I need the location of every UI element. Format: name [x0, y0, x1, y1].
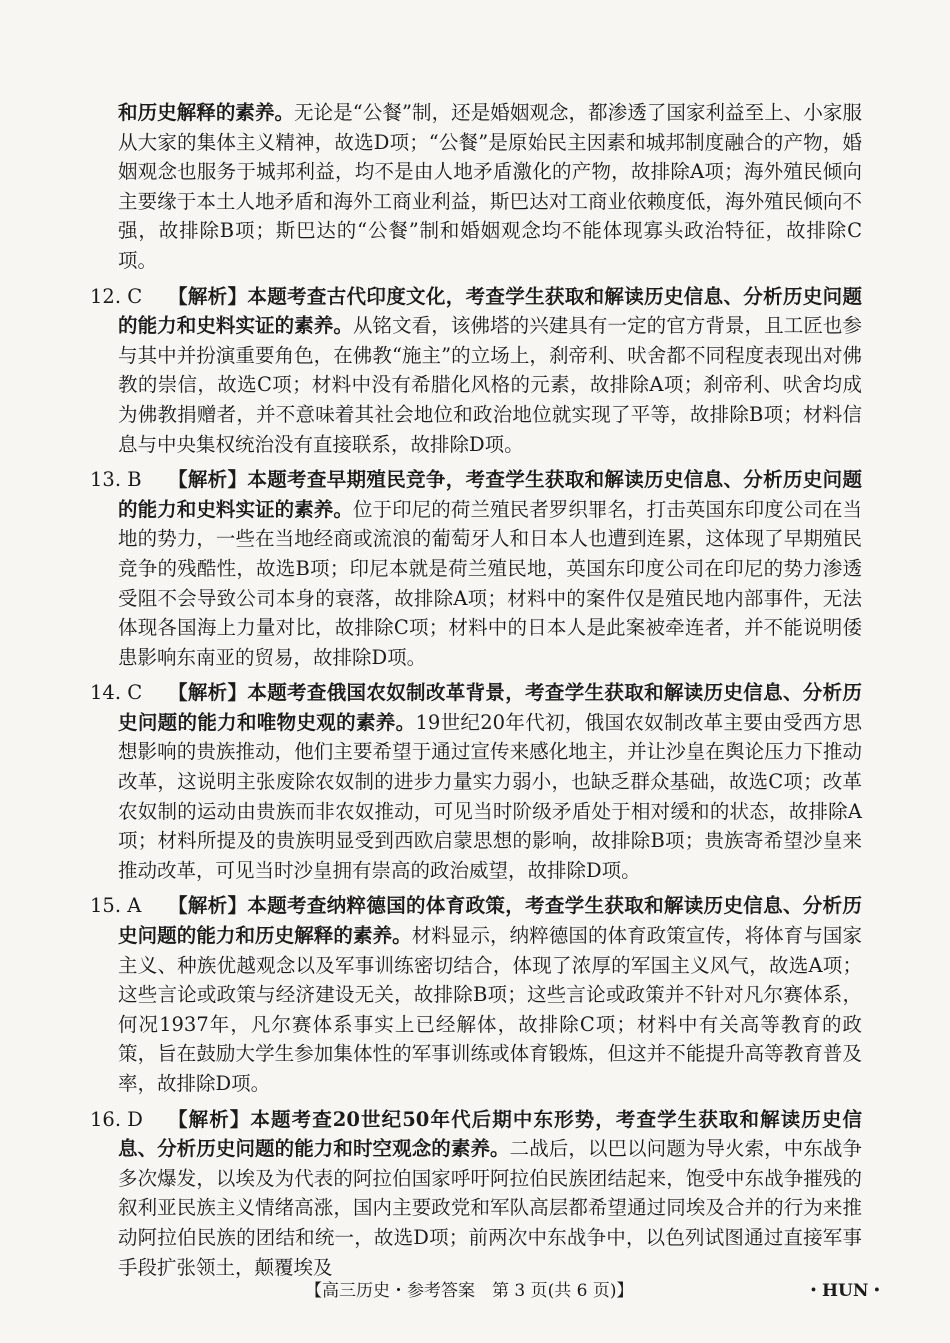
answer-item-12 [0, 282, 950, 460]
answer-analysis-text: 二战后，以巴以问题为导火索，中东战争多次爆发，以埃及为代表的阿拉伯国家呼吁阿拉伯民族团结起来，饱受中东战争摧残的叙利亚民族主义情绪高涨，国内主要政党和军队高层都希望通过同埃及合并的行为来推动阿拉伯民族的团结和统一，故选D项；前两次中东战争中，以色列试图通过直接军事手段扩张领土，颠覆埃及 [118, 1137, 862, 1279]
answer-analysis-bold: 【解析】本题考查早期殖民竞争，考查学生获取和解读历史信息、分析历史问题的能力和史料实证的素养。 [118, 468, 862, 521]
answer-item-14 [0, 678, 950, 885]
answer-number: 15. A [90, 894, 142, 918]
continued-text: 无论是“公餐”制，还是婚姻观念，都渗透了国家利益至上、小家服从大家的集体主义精神，故选D项；“公餐”是原始民主因素和城邦制度融合的产物，婚姻观念也服务于城邦利益，均不是由人地矛盾激化的产物，故排除A项；海外殖民倾向主要缘于本土人地矛盾和海外工商业利益，斯巴达对工商业依赖度低，海外殖民倾向不强，故排除B项；斯巴达的“公餐”制和婚姻观念均不能体现寡头政治特征，故排除C项。 [118, 101, 862, 272]
continued-explanation [118, 98, 862, 276]
continued-bold: 和历史解释的素养。 [118, 101, 295, 124]
answer-analysis-text: 材料显示，纳粹德国的体育政策宣传，将体育与国家主义、种族优越观念以及军事训练密切结合，体现了浓厚的军国主义风气，故选A项；这些言论或政策与经济建设无关，故排除B项；这些言论或政策并不针对凡尔赛体系，何况1937年，凡尔赛体系事实上已经解体，故排除C项；材料中有关高等教育的政策，旨在鼓励大学生参加集体性的军事训练或体育锻炼，但这并不能提升高等教育普及率，故排除D项。 [118, 924, 862, 1095]
answer-analysis-bold: 【解析】本题考查俄国农奴制改革背景，考查学生获取和解读历史信息、分析历史问题的能力和唯物史观的素养。 [118, 681, 862, 734]
answer-analysis-bold: 【解析】本题考查古代印度文化，考查学生获取和解读历史信息、分析历史问题的能力和史料实证的素养。 [118, 284, 862, 338]
answer-analysis-text: 从铭文看，该佛塔的兴建具有一定的官方背景，且工匠也参与其中并扮演重要角色，在佛教“施主”的立场上，刹帝利、吠舍都不同程度表现出对佛教的崇信，故选C项；材料中没有希腊化风格的元素，故排除A项；刹帝利、吠舍均成为佛教捐赠者，并不意味着其社会地位和政治地位就实现了平等，故排除B项；材料信息与中央集权统治没有直接联系，故排除D项。 [118, 314, 862, 456]
page-footer [0, 1275, 950, 1307]
answer-item-13 [0, 465, 950, 672]
answer-number: 14. C [90, 681, 143, 705]
footer-region-code: ・HUN・ [805, 1281, 886, 1301]
answer-content [0, 98, 950, 1282]
answer-analysis-text: 19世纪20年代初，俄国农奴制改革主要由受西方思想影响的贵族推动，他们主要希望于通过宣传来感化地主，并让沙皇在舆论压力下推动改革，这说明主张废除农奴制的进步力量实力弱小，也缺乏群众基础，故选C项；改革农奴制的运动由贵族而非农奴推动，可见当时阶级矛盾处于相对缓和的状态，故排除A项；材料所提及的贵族明显受到西欧启蒙思想的影响，故排除B项；贵族寄希望沙皇来推动改革，可见当时沙皇拥有崇高的政治威望，故排除D项。 [118, 710, 862, 882]
footer-page-info: 【高三历史・参考答案 第 3 页(共 6 页)】 [305, 1281, 634, 1301]
answer-analysis-bold: 【解析】本题考查20世纪50年代后期中东形势，考查学生获取和解读历史信息、分析历史问题的能力和时空观念的素养。 [118, 1107, 862, 1161]
answer-item-15 [0, 891, 950, 1098]
answer-number: 12. C [90, 284, 143, 308]
answer-analysis-text: 位于印尼的荷兰殖民者罗织罪名，打击英国东印度公司在当地的势力，一些在当地经商或流浪的葡萄牙人和日本人也遭到连累，这体现了早期殖民竞争的残酷性，故选B项；印尼本就是荷兰殖民地，英国东印度公司在印尼的势力渗透受阻不会导致公司本身的衰落，故排除A项；材料中的案件仅是殖民地内部事件，无法体现各国海上力量对比，故排除C项；材料中的日本人是此案被牵连者，并不能说明倭患影响东南亚的贸易，故排除D项。 [118, 497, 862, 669]
answer-item-16 [0, 1105, 950, 1283]
answer-number: 13. B [90, 468, 142, 492]
answer-number: 16. D [90, 1107, 143, 1131]
answer-analysis-bold: 【解析】本题考查纳粹德国的体育政策，考查学生获取和解读历史信息、分析历史问题的能力和历史解释的素养。 [118, 894, 862, 948]
